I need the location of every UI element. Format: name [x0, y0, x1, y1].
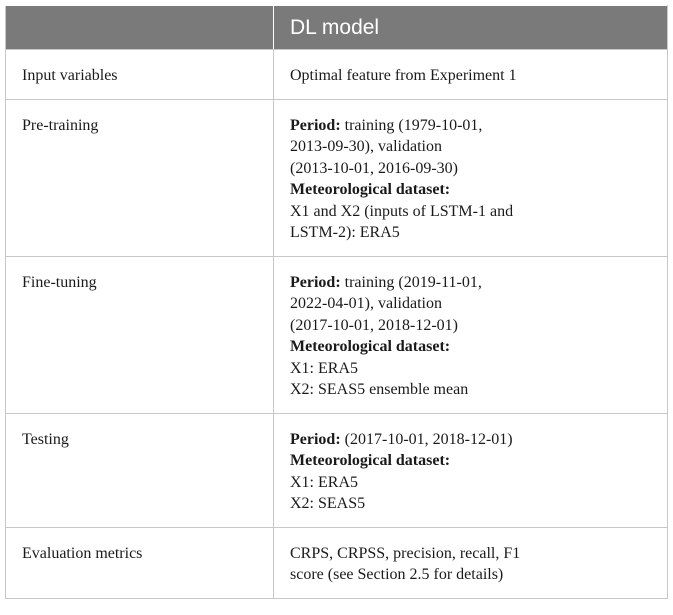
row-label: Fine-tuning — [6, 256, 274, 413]
row-label: Evaluation metrics — [6, 527, 274, 598]
value-line — [290, 493, 651, 515]
row-label: Pre-training — [6, 99, 274, 256]
value-line — [290, 429, 651, 451]
value-line-text: training (1979-10-01, — [340, 116, 483, 134]
value-line — [290, 336, 651, 358]
value-line-text: LSTM-2): ERA5 — [290, 224, 400, 241]
value-line — [290, 158, 651, 180]
row-label: Input variables — [6, 50, 274, 100]
value-line — [290, 564, 651, 586]
row-value — [274, 413, 668, 527]
value-line — [290, 543, 651, 565]
value-line — [290, 315, 651, 337]
value-line-text: X1: ERA5 — [290, 359, 358, 377]
header-corner-cell — [6, 6, 274, 50]
value-line-text: score (see Section 2.5 for details) — [290, 566, 504, 583]
value-line — [290, 379, 651, 401]
table-header-row — [6, 6, 668, 50]
value-line-bold: Period: — [290, 273, 341, 291]
value-line — [290, 115, 651, 137]
value-line-text: Optimal feature from Experiment 1 — [290, 67, 517, 84]
experiment-settings-table — [5, 5, 668, 599]
table-row — [6, 527, 668, 598]
value-line — [290, 179, 651, 201]
value-line-text: X1: ERA5 — [290, 473, 358, 491]
value-line-bold: Meteorological dataset: — [290, 181, 451, 198]
value-line-text: 2013-09-30), validation — [290, 138, 442, 155]
row-value — [274, 50, 668, 100]
row-label: Testing — [6, 413, 274, 527]
value-line — [290, 136, 651, 158]
table-row — [6, 413, 668, 527]
value-line — [290, 201, 651, 223]
value-line — [290, 293, 651, 315]
value-line — [290, 222, 651, 244]
table-row — [6, 50, 668, 100]
table-row — [6, 256, 668, 413]
value-line-text: CRPS, CRPSS, precision, recall, F1 — [290, 544, 521, 562]
row-value — [274, 527, 668, 598]
row-value — [274, 99, 668, 256]
table-row — [6, 99, 668, 256]
value-line-text: (2017-10-01, 2018-12-01) — [290, 316, 458, 334]
value-line — [290, 450, 651, 472]
value-line-text: X2: SEAS5 ensemble mean — [290, 381, 469, 398]
value-line-bold: Period: — [290, 430, 341, 448]
value-line-text: (2017-10-01, 2018-12-01) — [340, 430, 513, 448]
value-line-text: X2: SEAS5 — [290, 495, 366, 512]
value-line — [290, 272, 651, 294]
value-line-text: training (2019-11-01, — [340, 273, 482, 291]
value-line-text: 2022-04-01), validation — [290, 295, 442, 312]
value-line — [290, 65, 651, 87]
value-line-text: X1 and X2 (inputs of LSTM-1 and — [290, 202, 514, 220]
value-line-text: (2013-10-01, 2016-09-30) — [290, 159, 458, 177]
value-line-bold: Meteorological dataset: — [290, 452, 451, 469]
value-line — [290, 472, 651, 494]
value-line-bold: Period: — [290, 116, 341, 134]
value-line — [290, 358, 651, 380]
value-line-bold: Meteorological dataset: — [290, 338, 451, 355]
row-value — [274, 256, 668, 413]
header-dl-model: DL model — [274, 6, 668, 50]
